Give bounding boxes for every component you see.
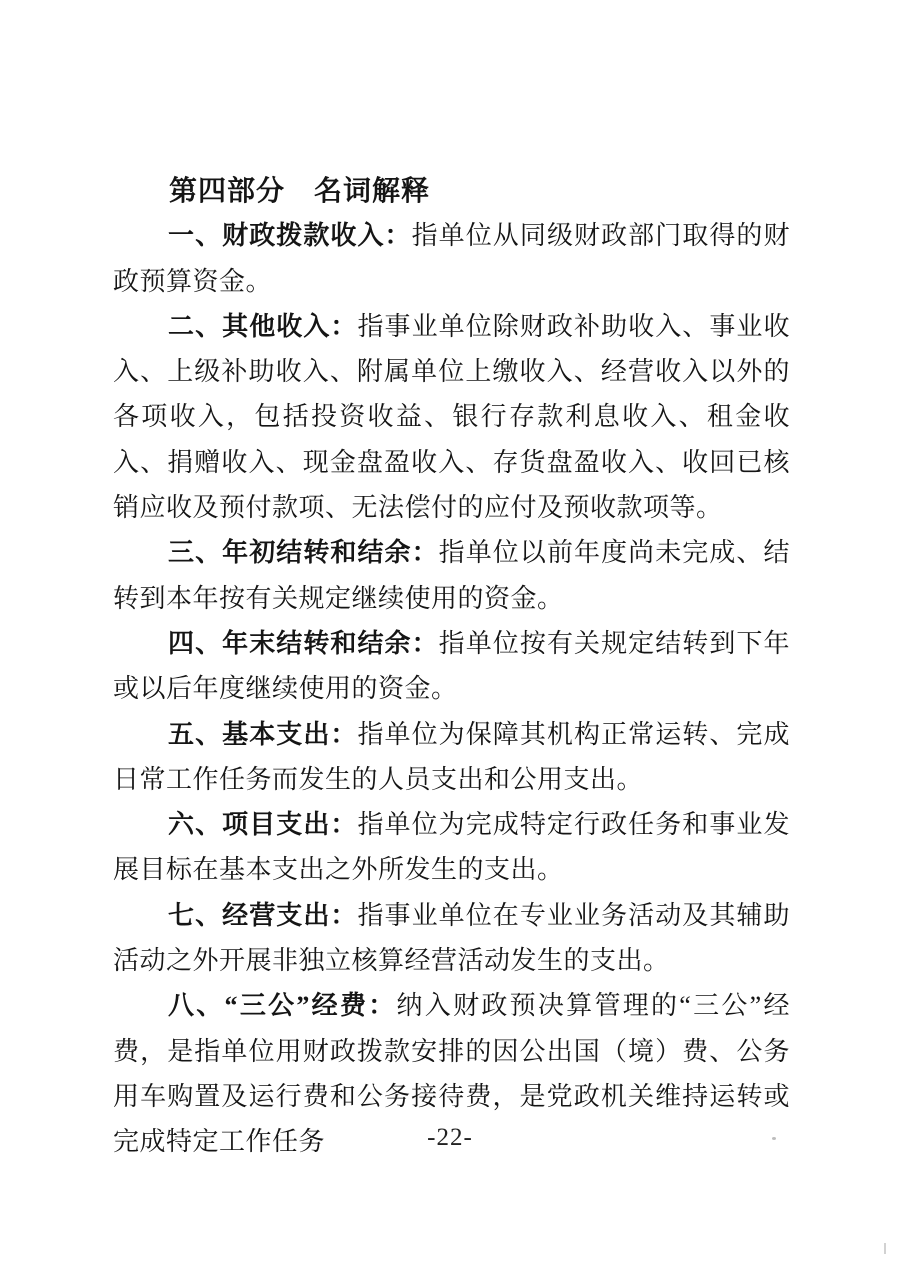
term-definition: 指单位为保障其机构正常运转、完成日常工作任务而发生的人员支出和公用支出。 — [113, 719, 790, 794]
term-definition: 指事业单位在专业业务活动及其辅助活动之外开展非独立核算经营活动发生的支出。 — [113, 900, 790, 976]
term-label: 四、年末结转和结余： — [168, 628, 439, 658]
definition-paragraph — [113, 304, 790, 530]
definition-paragraph — [113, 712, 790, 803]
section-title: 第四部分 名词解释 — [169, 175, 431, 206]
term-label: 八、“三公”经费： — [168, 991, 397, 1021]
term-label: 五、基本支出： — [168, 719, 358, 749]
term-label: 一、财政拨款收入： — [168, 221, 412, 251]
term-definition: 指单位以前年度尚未完成、结转到本年按有关规定继续使用的资金。 — [113, 538, 790, 613]
term-label: 七、经营支出： — [168, 900, 358, 930]
scan-speck — [772, 1137, 776, 1140]
definition-paragraph — [113, 802, 790, 893]
term-label: 三、年初结转和结余： — [168, 538, 439, 568]
term-label: 六、项目支出： — [168, 810, 358, 840]
definition-paragraph — [113, 213, 790, 304]
term-definition: 纳入财政预决算管理的“三公”经费，是指单位用财政拨款安排的因公出国（境）费、公务用车购置及运行费和公务接待费，是党政机关维持运转或完成特定工作任务 — [113, 991, 790, 1157]
term-definition: 指单位按有关规定结转到下年或以后年度继续使用的资金。 — [113, 628, 790, 704]
scan-speck — [884, 1243, 886, 1254]
document-body — [113, 168, 790, 1165]
term-label: 二、其他收入： — [168, 311, 358, 341]
definition-paragraph — [113, 621, 790, 712]
definition-paragraph — [113, 893, 790, 984]
term-definition: 指单位为完成特定行政任务和事业发展目标在基本支出之外所发生的支出。 — [113, 810, 790, 885]
term-definition: 指单位从同级财政部门取得的财政预算资金。 — [113, 221, 790, 296]
term-definition: 指事业单位除财政补助收入、事业收入、上级补助收入、附属单位上缴收入、经营收入以外的各项收入，包括投资收益、银行存款利息收入、租金收入、捐赠收入、现金盘盈收入、存货盘盈收入、收回已核销应收及预付款项、无法偿付的应付及预收款项等。 — [113, 311, 790, 523]
page-number: -22- — [427, 1124, 473, 1151]
definition-paragraph — [113, 530, 790, 621]
